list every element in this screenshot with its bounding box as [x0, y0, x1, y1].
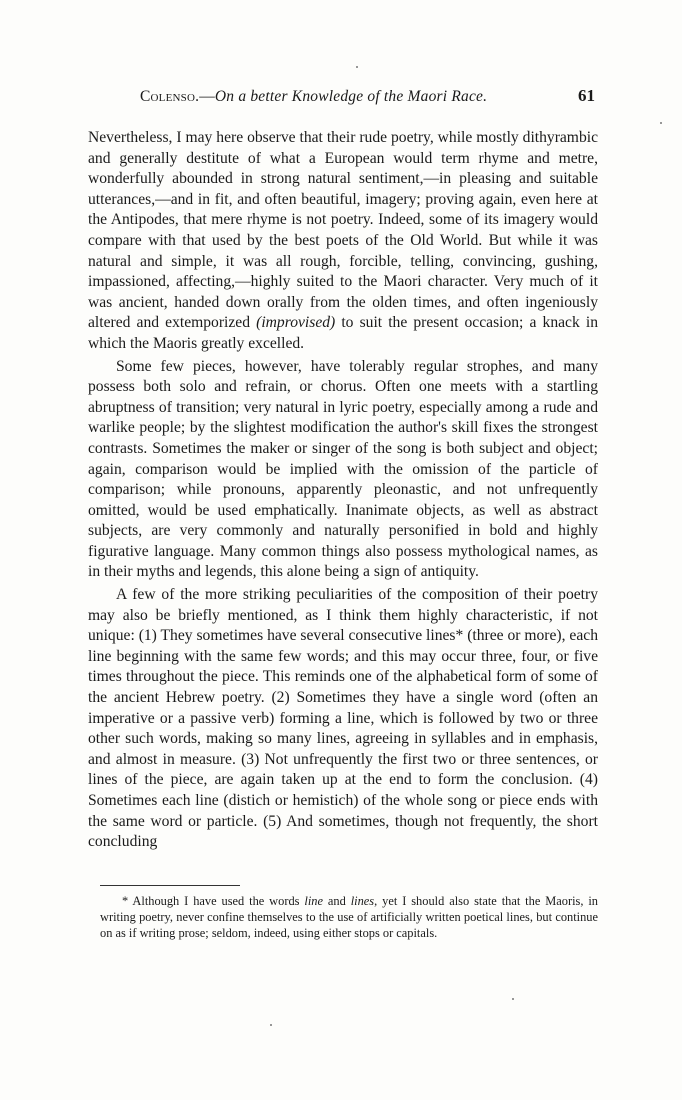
header-separator: — — [199, 88, 215, 105]
text-run: to suit the present occasion; a knack in which the Maoris greatly excelled. — [88, 314, 598, 352]
text-run-italic: (improvised) — [256, 314, 336, 332]
paper-speck — [270, 1024, 272, 1026]
footnote-run: , yet I should also state that the Maoris, in writing poetry, never confine themselves to the use of artificially written poetical lines, but continue on as if writing prose; seldom, indeed, using either stops or capitals. — [100, 894, 598, 941]
text-run: Some few pieces, however, have tolerably regular strophes, and many possess both solo and refrain, or chorus. Often one meets with a startling abruptness of transition; very natural in lyric poetry, especially among a rude and warlike people; by the slightest modification the author's skill fixes the strongest contrasts. Sometimes the maker or singer of the song is both subject and object; again, comparison would be implied with the omission of the particle of comparison; while pronouns, apparently pleonastic, and not unfrequently omitted, would be used emphatically. Inanimate objects, as well as abstract subjects, are very commonly and naturally personified in bold and highly figurative language. Many common things also possess mythological names, as in their myths and legends, this alone being a sign of antiquity. — [88, 357, 598, 581]
footnote — [100, 893, 598, 942]
running-header — [140, 88, 600, 106]
body-text — [88, 128, 598, 853]
paper-speck — [660, 122, 662, 124]
footnote-run: and — [322, 894, 351, 908]
text-run: A few of the more striking peculiarities of the composition of their poetry may also be briefly mentioned, as I think them highly characteristic, if not unique: (1) They sometimes have several consecutive lines* (three or more), each line beginning with the same few words; and this may occur three, four, or five times throughout the piece. This reminds one of the alphabetical form of some of the ancient Hebrew poetry. (2) Sometimes they have a single word (often an imperative or a passive verb) forming a line, which is followed by two or three other such words, making so many lines, agreeing in syllables and in emphasis, and almost in measure. (3) Not unfrequently the first two or three sentences, or lines of the piece, are again taken up at the end to form the conclusion. (4) Sometimes each line (distich or hemistich) of the whole song or piece ends with the same word or particle. (5) And sometimes, though not frequently, the short concluding — [88, 586, 598, 851]
footnote-run-italic: line — [304, 894, 323, 908]
paragraph-3 — [88, 585, 598, 853]
paper-speck — [356, 66, 358, 68]
paper-speck — [512, 998, 514, 1000]
text-run: Nevertheless, I may here observe that their rude poetry, while mostly dithyrambic and generally destitute of what a European would term rhyme and metre, wonderfully abounded in strong natural sentiment,—in pleasing and suitable utterances,—and in fit, and often beautiful, imagery; proving again, even here at the Antipodes, that mere rhyme is not poetry. Indeed, some of its imagery would compare with that used by the best poets of the Old World. But while it was natural and simple, it was all rough, forcible, telling, convincing, gushing, impassioned, affecting,—highly suited to the Maori character. Very much of it was ancient, handed down orally from the olden times, and often ingeniously altered and extemporized — [88, 129, 598, 332]
footnote-rule — [100, 885, 240, 886]
header-title: On a better Knowledge of the Maori Race. — [214, 88, 488, 105]
footnote-run: * Although I have used the words — [122, 894, 305, 908]
paragraph-2 — [88, 357, 598, 584]
page-number: 61 — [578, 86, 595, 105]
paragraph-1 — [88, 128, 598, 355]
header-author: Colenso. — [140, 88, 200, 105]
footnote-run-italic: lines — [350, 894, 375, 908]
